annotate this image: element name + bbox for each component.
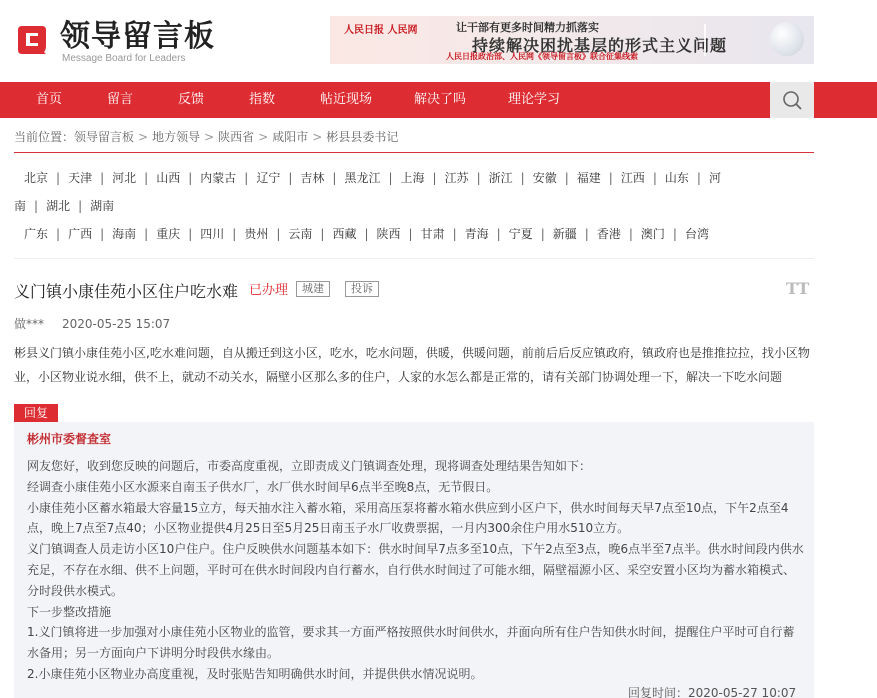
province-link[interactable]: 浙江 bbox=[488, 171, 513, 185]
reply-paragraph: 义门镇调查人员走访小区10户住户。住户反映供水问题基本如下：供水时间早7点多至10点，下午2点至3点，晚6点半至7点半。供水时间段内供水充足，不存在水细、供不上问题，平时可在供水时间段内自行蓄水，自行供水时间过了可能水细，隔壁福源小区、采空安置小区均为蓄水箱模式、分时段供水模式。 bbox=[27, 542, 804, 598]
province-separator: | bbox=[652, 171, 657, 185]
province-separator: | bbox=[100, 227, 105, 241]
status-badge: 已办理 bbox=[249, 283, 289, 298]
reply-paragraph: 网友您好，收到您反映的问题后，市委高度重视，立即责成义门镇调查处理，现将调查处理结果告知如下： bbox=[27, 459, 592, 473]
nav-feedback[interactable]: 反馈 bbox=[178, 92, 205, 107]
province-separator: | bbox=[100, 171, 105, 185]
search-button[interactable] bbox=[770, 82, 814, 118]
banner-headline: 持续解决困扰基层的形式主义问题 bbox=[472, 36, 728, 55]
province-separator: | bbox=[432, 171, 437, 185]
province-link[interactable]: 重庆 bbox=[156, 227, 181, 241]
nav-on-site[interactable]: 帖近现场 bbox=[320, 92, 373, 107]
nav-theory[interactable]: 理论学习 bbox=[508, 92, 561, 107]
breadcrumb-separator: > bbox=[138, 130, 149, 144]
province-separator: | bbox=[452, 227, 457, 241]
breadcrumb-divider bbox=[14, 152, 814, 153]
province-link[interactable]: 安徽 bbox=[532, 171, 557, 185]
province-separator: | bbox=[78, 199, 83, 213]
breadcrumb-item[interactable]: 领导留言板 bbox=[74, 130, 135, 144]
province-separator: | bbox=[628, 227, 633, 241]
breadcrumb-separator: > bbox=[258, 130, 269, 144]
province-link[interactable]: 辽宁 bbox=[256, 171, 281, 185]
province-link[interactable]: 湖北 bbox=[46, 199, 71, 213]
header-banner[interactable] bbox=[330, 16, 814, 64]
province-link[interactable]: 江苏 bbox=[444, 171, 469, 185]
logo-subtitle: Message Board for Leaders bbox=[62, 53, 186, 64]
province-link[interactable]: 广西 bbox=[68, 227, 93, 241]
font-size-icon[interactable]: TT bbox=[786, 279, 810, 298]
province-separator: | bbox=[56, 171, 61, 185]
province-separator: | bbox=[320, 227, 325, 241]
nav-messages[interactable]: 留言 bbox=[107, 92, 134, 107]
province-row bbox=[24, 164, 721, 192]
banner-stairs-graphic bbox=[704, 24, 754, 56]
province-separator: | bbox=[144, 171, 149, 185]
province-link[interactable]: 海南 bbox=[112, 227, 137, 241]
province-link[interactable]: 青海 bbox=[464, 227, 489, 241]
province-separator: | bbox=[332, 171, 337, 185]
breadcrumb-item[interactable]: 陕西省 bbox=[218, 130, 255, 144]
province-row bbox=[24, 220, 709, 248]
province-link[interactable]: 南 bbox=[14, 199, 27, 213]
province-link[interactable]: 内蒙古 bbox=[200, 171, 237, 185]
province-separator: | bbox=[388, 171, 393, 185]
site-logo[interactable] bbox=[14, 19, 215, 64]
message-date: 2020-05-25 15:07 bbox=[62, 317, 171, 331]
province-link[interactable]: 新疆 bbox=[552, 227, 577, 241]
province-link[interactable]: 贵州 bbox=[244, 227, 269, 241]
message-meta bbox=[14, 315, 170, 332]
province-link[interactable]: 澳门 bbox=[640, 227, 665, 241]
province-link[interactable]: 北京 bbox=[24, 171, 49, 185]
province-link[interactable]: 广东 bbox=[24, 227, 49, 241]
province-link[interactable]: 西藏 bbox=[332, 227, 357, 241]
breadcrumb-separator: > bbox=[204, 130, 215, 144]
province-separator: | bbox=[584, 227, 589, 241]
province-separator: | bbox=[276, 227, 281, 241]
main-nav bbox=[0, 82, 877, 118]
logo-title: 领导留言板 bbox=[60, 19, 215, 54]
province-separator: | bbox=[34, 199, 39, 213]
province-link[interactable]: 山西 bbox=[156, 171, 181, 185]
province-separator: | bbox=[56, 227, 61, 241]
province-link[interactable]: 湖南 bbox=[90, 199, 115, 213]
province-separator: | bbox=[672, 227, 677, 241]
province-link[interactable]: 四川 bbox=[200, 227, 225, 241]
province-separator: | bbox=[608, 171, 613, 185]
banner-footer: 人民日报政治部、人民网《领导留言板》联合征集线索 bbox=[446, 52, 638, 61]
province-separator: | bbox=[244, 171, 249, 185]
province-separator: | bbox=[696, 171, 701, 185]
breadcrumb-separator: > bbox=[312, 130, 323, 144]
breadcrumb bbox=[14, 128, 398, 145]
province-link[interactable]: 香港 bbox=[596, 227, 621, 241]
reply-time: 回复时间：2020-05-27 10:07 bbox=[628, 686, 797, 698]
province-separator: | bbox=[188, 171, 193, 185]
reply-box bbox=[14, 422, 814, 698]
reply-author: 彬州市委督查室 bbox=[27, 432, 112, 446]
province-link[interactable]: 宁夏 bbox=[508, 227, 533, 241]
province-link[interactable]: 福建 bbox=[576, 171, 601, 185]
banner-line-top: 让干部有更多时间精力抓落实 bbox=[456, 21, 599, 34]
province-link[interactable]: 河北 bbox=[112, 171, 137, 185]
message-content: 彬县义门镇小康佳苑小区,吃水难问题，自从搬迁到这小区，吃水，吃水问题，供暖，供暖问题，前前后后反应镇政府，镇政府也是推推拉拉，找小区物业，小区物业说水细，供不上，就动不动关水，隔壁小区那么多的住户，人家的水怎么都是正常的，请有关部门协调处理一下，解决一下吃水问题 bbox=[14, 346, 810, 384]
reply-paragraph: 下一步整改措施 bbox=[27, 604, 112, 619]
province-separator: | bbox=[496, 227, 501, 241]
province-separator: | bbox=[540, 227, 545, 241]
breadcrumb-item[interactable]: 地方领导 bbox=[152, 130, 201, 144]
province-separator: | bbox=[144, 227, 149, 241]
province-row bbox=[14, 192, 114, 220]
banner-sphere-graphic bbox=[770, 22, 804, 56]
nav-index[interactable]: 指数 bbox=[249, 92, 276, 107]
province-link[interactable]: 吉林 bbox=[300, 171, 325, 185]
province-separator: | bbox=[520, 171, 525, 185]
province-link[interactable]: 甘肃 bbox=[420, 227, 445, 241]
search-icon bbox=[770, 82, 814, 118]
province-link[interactable]: 云南 bbox=[288, 227, 313, 241]
province-link[interactable]: 天津 bbox=[68, 171, 93, 185]
province-link[interactable]: 河 bbox=[708, 171, 721, 185]
province-link[interactable]: 山东 bbox=[664, 171, 689, 185]
section-divider bbox=[14, 258, 814, 259]
province-separator: | bbox=[476, 171, 481, 185]
province-separator: | bbox=[232, 227, 237, 241]
message-title: 义门镇小康佳苑小区住户吃水难 bbox=[14, 282, 239, 301]
province-link[interactable]: 陕西 bbox=[376, 227, 401, 241]
breadcrumb-prefix: 当前位置： bbox=[14, 130, 75, 144]
reply-content bbox=[27, 456, 805, 685]
nav-resolved[interactable]: 解决了吗 bbox=[414, 92, 467, 107]
logo-mark-icon bbox=[14, 22, 50, 58]
province-separator: | bbox=[408, 227, 413, 241]
nav-home[interactable]: 首页 bbox=[36, 92, 63, 107]
reply-tab: 回复 bbox=[14, 404, 58, 422]
tag-category[interactable]: 城建 bbox=[296, 281, 330, 297]
tag-type[interactable]: 投诉 bbox=[345, 281, 379, 297]
reply-paragraph: 经调查小康佳苑小区水源来自南玉子供水厂，水厂供水时间早6点半至晚8点，无节假日。 bbox=[27, 479, 499, 494]
breadcrumb-item[interactable]: 彬县县委书记 bbox=[326, 130, 399, 144]
reply-paragraph: 1.义门镇将进一步加强对小康佳苑小区物业的监管，要求其一方面严格按照供水时间供水，并面向所有住户告知供水时间，提醒住户平时可自行蓄水备用；另一方面向户下讲明分时段供水缘由。 bbox=[27, 625, 795, 661]
province-separator: | bbox=[564, 171, 569, 185]
province-link[interactable]: 黑龙江 bbox=[344, 171, 381, 185]
site-header bbox=[0, 0, 877, 80]
province-link[interactable]: 江西 bbox=[620, 171, 645, 185]
breadcrumb-item[interactable]: 咸阳市 bbox=[272, 130, 309, 144]
reply-paragraph: 小康佳苑小区蓄水箱最大容量15立方，每天抽水注入蓄水箱，采用高压泵将蓄水箱水供应到小区户下，供水时间每天早7点至10点，下午2点至4点，晚上7点至7点40；小区物业提供4月25日至5月25日南玉子水厂收费票据，一月内300余住户用水510立方。 bbox=[27, 500, 789, 536]
province-separator: | bbox=[288, 171, 293, 185]
province-separator: | bbox=[364, 227, 369, 241]
province-link[interactable]: 台湾 bbox=[684, 227, 709, 241]
province-separator: | bbox=[188, 227, 193, 241]
message-author: 做*** bbox=[14, 317, 45, 331]
banner-brand: 人民日报 人民网 bbox=[344, 25, 418, 36]
reply-paragraph: 2.小康佳苑小区物业办高度重视，及时张贴告知明确供水时间，并提供供水情况说明。 bbox=[27, 666, 483, 681]
province-link[interactable]: 上海 bbox=[400, 171, 425, 185]
